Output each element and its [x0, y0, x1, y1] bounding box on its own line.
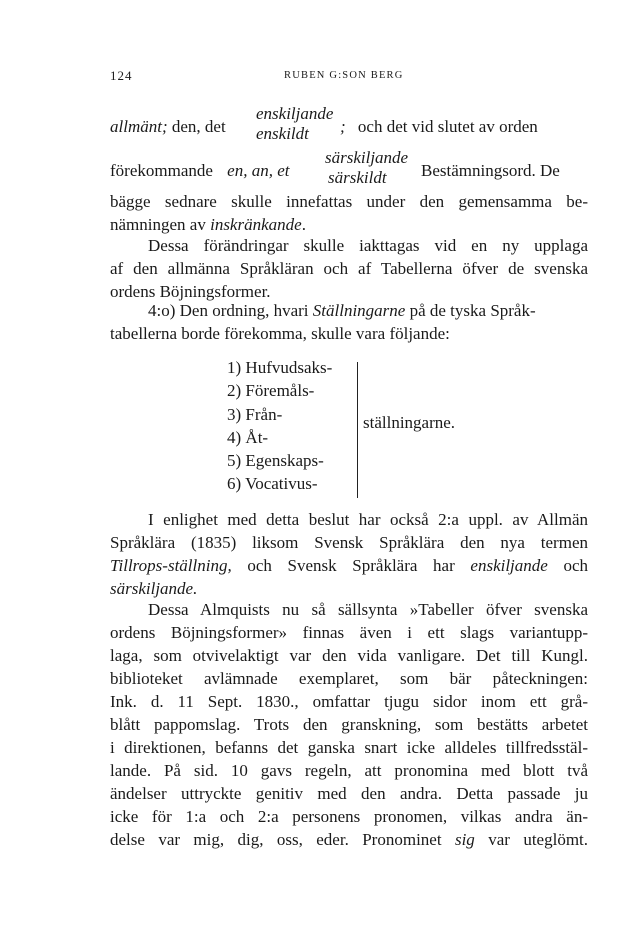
text-forekommande: förekommande [110, 161, 213, 180]
para1-line2-right: Bestämningsord. De [421, 161, 560, 180]
numbered-list [227, 356, 332, 496]
para2-line3: ordens Böjningsformer. [110, 282, 271, 301]
text-den-det: den, det [171, 117, 226, 136]
para5-line9: ändelser uttryckte genitiv med den andra. Detta passade ju [110, 784, 588, 803]
semicolon: ; [340, 117, 346, 136]
text-pa-de-tyska: på de tyska Språk- [409, 301, 536, 320]
period: . [301, 215, 306, 234]
term-sarskiljande: särskiljande. [110, 579, 198, 598]
list-item: 6) Vocativus- [227, 474, 318, 494]
para5-line6: blått pappomslag. Trots den granskning, som bestätts arbetet [110, 715, 588, 734]
text-och-det: och det vid slutet av orden [357, 117, 538, 136]
term-enskiljande: enskiljande [470, 556, 548, 575]
term-sig: sig [454, 830, 475, 849]
list-brace [357, 362, 358, 498]
running-title: RUBEN G:SON BERG [284, 70, 404, 81]
term-allmant: allmänt; [110, 117, 168, 136]
page-number: 124 [110, 68, 133, 83]
para1-line2-left [110, 158, 289, 184]
list-item: 5) Egenskaps- [227, 451, 324, 471]
term-tillrops-stallning: Tillrops-ställning, [110, 556, 232, 575]
text-och: och [563, 556, 589, 575]
para5-line8: lande. På sid. 10 gavs regeln, att pronomina med blott två [110, 761, 588, 780]
stacked-terms-2 [325, 148, 408, 188]
stack1-top: enskiljande [256, 104, 334, 123]
para1-line1-right [340, 114, 538, 140]
para1-line1-left [110, 114, 226, 140]
para5-line11 [110, 827, 588, 853]
para5-line2: ordens Böjningsformer» finnas även i ett slags variantupp- [110, 623, 588, 642]
para2-line2: af den allmänna Språkläran och af Tabellerna öfver de svenska [110, 259, 588, 278]
text-och-svensk: och Svensk Språklära har [247, 556, 455, 575]
para4-line1: I enlighet med detta beslut har också 2:a uppl. av Allmän [148, 510, 588, 529]
para1-line3: bägge sednare skulle innefattas under den gemensamma be- [110, 192, 588, 211]
stacked-terms-1 [256, 104, 333, 144]
para5-line5: Ink. d. 11 Sept. 1830., omfattar tjugu sidor inom ett grå- [110, 692, 588, 711]
para5-line4: biblioteket avlämnade exemplaret, som bär påteckningen: [110, 669, 588, 688]
text-namningen: nämningen av [110, 215, 206, 234]
text-den-ordning: 4:o) Den ordning, hvari [148, 301, 309, 320]
stack2-top: särskiljande [325, 148, 409, 167]
list-item: 1) Hufvudsaks- [227, 358, 333, 377]
para5-line10: icke för 1:a och 2:a personens pronomen, vilkas andra än- [110, 807, 588, 826]
para4-line2: Språklära (1835) liksom Svensk Språklära den nya termen [110, 533, 588, 552]
para5-line3: laga, som otvivelaktigt var den vida vanligare. Det till Kungl. [110, 646, 588, 665]
para5-line1: Dessa Almquists nu så sällsynta »Tabeller öfver svenska [148, 600, 588, 619]
list-item: 4) Åt- [227, 427, 269, 447]
list-item: 2) Föremåls- [227, 381, 315, 401]
term-stallningarne: Ställningarne [312, 301, 406, 320]
para2-line1: Dessa förändringar skulle iakttagas vid en ny upplaga [148, 236, 588, 255]
term-inskrankande: inskränkande [210, 215, 302, 234]
stack2-bottom: särskildt [328, 168, 387, 187]
stack1-bottom: enskildt [256, 124, 309, 143]
list-suffix: ställningarne. [363, 413, 456, 432]
articles-en-an-et: en, an, et [227, 161, 290, 180]
para3-line2: tabellerna borde förekomma, skulle vara följande: [110, 324, 450, 343]
text-var-uteglomt: var uteglömt. [488, 830, 589, 849]
text-delse-var: delse var mig, dig, oss, eder. Pronominet [110, 830, 442, 849]
para5-line7: i direktionen, befanns det ganska snart icke alldeles tillfredsstäl- [110, 738, 588, 757]
list-item: 3) Från- [227, 404, 283, 424]
